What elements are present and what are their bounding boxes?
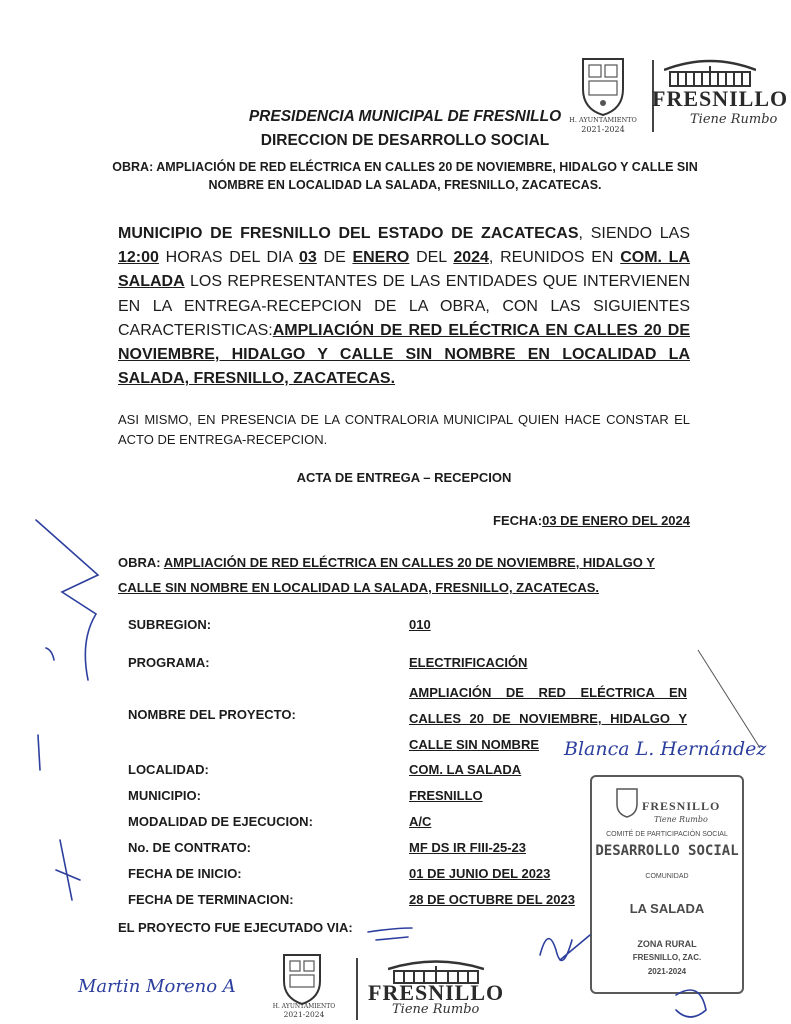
stamp-period: 2021-2024: [647, 967, 687, 976]
bottom-logo-divider: [356, 958, 358, 1020]
obra-value: AMPLIACIÓN DE RED ELÉCTRICA EN CALLES 20 DE NOVIEMBRE, HIDALGO Y CALLE SIN NOMBRE EN LOCALIDAD LA SALADA, FRESNILLO, ZACATECAS.: [118, 555, 655, 595]
fresnillo-slogan: Tiene Rumbo: [690, 112, 778, 127]
fecha-label: FECHA:: [493, 513, 543, 528]
intro-text-5: , REUNIDOS EN: [488, 249, 621, 267]
community-stamp: [590, 775, 744, 994]
intro-text-3: DE: [316, 249, 353, 267]
stamp-city: FRESNILLO, ZAC.: [632, 953, 702, 962]
stamp-shield-icon: [614, 787, 640, 819]
intro-text-1: , SIENDO LAS: [578, 225, 691, 242]
obra-label: OBRA:: [118, 555, 164, 570]
bottom-ayuntamiento-period: 2021-2024: [283, 1010, 325, 1019]
localidad-value: COM. LA SALADA: [409, 762, 522, 777]
subregion-label: SUBREGION:: [128, 617, 212, 632]
stamp-zone: ZONA RURAL: [637, 939, 697, 949]
programa-label: PROGRAMA:: [128, 655, 210, 670]
fresnillo-wordmark: FRESNILLO: [652, 86, 789, 111]
pen-bottom-mark: [676, 990, 706, 1017]
municipio-value: FRESNILLO: [409, 788, 483, 803]
intro-text-6: LOS REPRESENTANTES DE LAS ENTIDADES QUE INTERVIENEN EN LA ENTREGA-RECEPCION DE LA OBRA, CON LAS SIGUIENTES CARACTERISTICAS:: [118, 273, 690, 339]
bottom-ayuntamiento-caption: [262, 1003, 346, 1019]
stamp-dept: DESARROLLO SOCIAL: [595, 843, 739, 859]
inicio-label: FECHA DE INICIO:: [128, 866, 242, 881]
bottom-shield-icon: [280, 952, 324, 1006]
terminacion-label: FECHA DE TERMINACION:: [128, 892, 294, 907]
intro-text-2: HORAS DEL DIA: [158, 249, 299, 267]
municipio-label: MUNICIPIO:: [128, 788, 201, 803]
modalidad-value: A/C: [409, 814, 432, 829]
stamp-brand: FRESNILLO: [642, 799, 721, 813]
pen-arrow-mark: [36, 520, 98, 680]
intro-paragraph: [118, 222, 690, 391]
ejecutado-line: EL PROYECTO FUE EJECUTADO VIA:: [118, 920, 353, 935]
ayuntamiento-label: H. AYUNTAMIENTO: [569, 116, 637, 124]
pen-x-mark: [56, 840, 80, 900]
stamp-community: LA SALADA: [629, 901, 705, 916]
proyecto-label: NOMBRE DEL PROYECTO:: [128, 707, 296, 722]
signature-martin: Martin Moreno A: [78, 976, 236, 997]
intro-time: 12:00: [118, 249, 159, 267]
intro-municipio: MUNICIPIO DE FRESNILLO DEL ESTADO DE ZACATECAS: [118, 225, 579, 242]
pen-underline-mark: [368, 928, 412, 940]
asi-mismo-paragraph: ASI MISMO, EN PRESENCIA DE LA CONTRALORIA MUNICIPAL QUIEN HACE CONSTAR EL ACTO DE ENTREGA-RECEPCION.: [118, 412, 690, 447]
fecha-line: [470, 513, 690, 528]
proyecto-value: AMPLIACIÓN DE RED ELÉCTRICA EN CALLES 20 DE NOVIEMBRE, HIDALGO Y CALLE SIN NOMBRE: [409, 685, 687, 752]
fecha-value: 03 DE ENERO DEL 2024: [542, 513, 690, 528]
intro-place: COM. LA SALADA: [118, 249, 691, 291]
obra-line: [118, 550, 693, 600]
header-obra: OBRA: AMPLIACIÓN DE RED ELÉCTRICA EN CALLES 20 DE NOVIEMBRE, HIDALGO Y CALLE SIN NOMBRE EN LOCALIDAD LA SALADA, FRESNILLO, ZACATECAS.: [112, 160, 698, 192]
programa-value: ELECTRIFICACIÓN: [409, 655, 528, 670]
terminacion-value: 28 DE OCTUBRE DEL 2023: [409, 892, 575, 907]
stamp-community-label: COMUNIDAD: [645, 873, 689, 880]
inicio-value: 01 DE JUNIO DEL 2023: [409, 866, 551, 881]
bottom-ayuntamiento-label: H. AYUNTAMIENTO: [272, 1003, 336, 1010]
header-subtitle: DIRECCION DE DESARROLLO SOCIAL: [260, 132, 550, 149]
signature-blanca: Blanca L. Hernández: [564, 738, 767, 760]
stamp-slogan: Tiene Rumbo: [654, 815, 708, 824]
intro-month: ENERO: [352, 249, 410, 267]
pen-tick-mark: [46, 648, 54, 660]
bottom-fresnillo-wordmark: FRESNILLO: [368, 980, 505, 1005]
localidad-label: LOCALIDAD:: [128, 762, 209, 777]
contrato-value: MF DS IR FIII-25-23: [409, 840, 527, 855]
pen-initials-mark: [540, 935, 590, 960]
intro-day: 03: [299, 249, 317, 267]
bottom-coat-of-arms-logo: [280, 952, 324, 1006]
pen-vertical-mark: [38, 735, 40, 770]
fresnillo-skyline-icon: [664, 56, 756, 88]
contrato-label: No. DE CONTRATO:: [128, 840, 252, 855]
acta-title: ACTA DE ENTREGA – RECEPCION: [296, 470, 512, 485]
subregion-value: 010: [409, 617, 431, 632]
intro-year: 2024: [453, 249, 489, 267]
header-title: PRESIDENCIA MUNICIPAL DE FRESNILLO: [248, 108, 562, 125]
intro-text-4: DEL: [409, 249, 454, 267]
bottom-fresnillo-slogan: Tiene Rumbo: [392, 1002, 480, 1017]
modalidad-label: MODALIDAD DE EJECUCION:: [128, 814, 313, 829]
intro-obra: AMPLIACIÓN DE RED ELÉCTRICA EN CALLES 20 DE NOVIEMBRE, HIDALGO Y CALLE SIN NOMBRE EN LOCALIDAD LA SALADA, FRESNILLO, ZACATECAS.: [118, 321, 690, 388]
stamp-committee: COMITÉ DE PARTICIPACIÓN SOCIAL: [606, 831, 728, 838]
pen-diagonal-line: [698, 650, 760, 748]
ayuntamiento-period: 2021-2024: [581, 125, 625, 134]
